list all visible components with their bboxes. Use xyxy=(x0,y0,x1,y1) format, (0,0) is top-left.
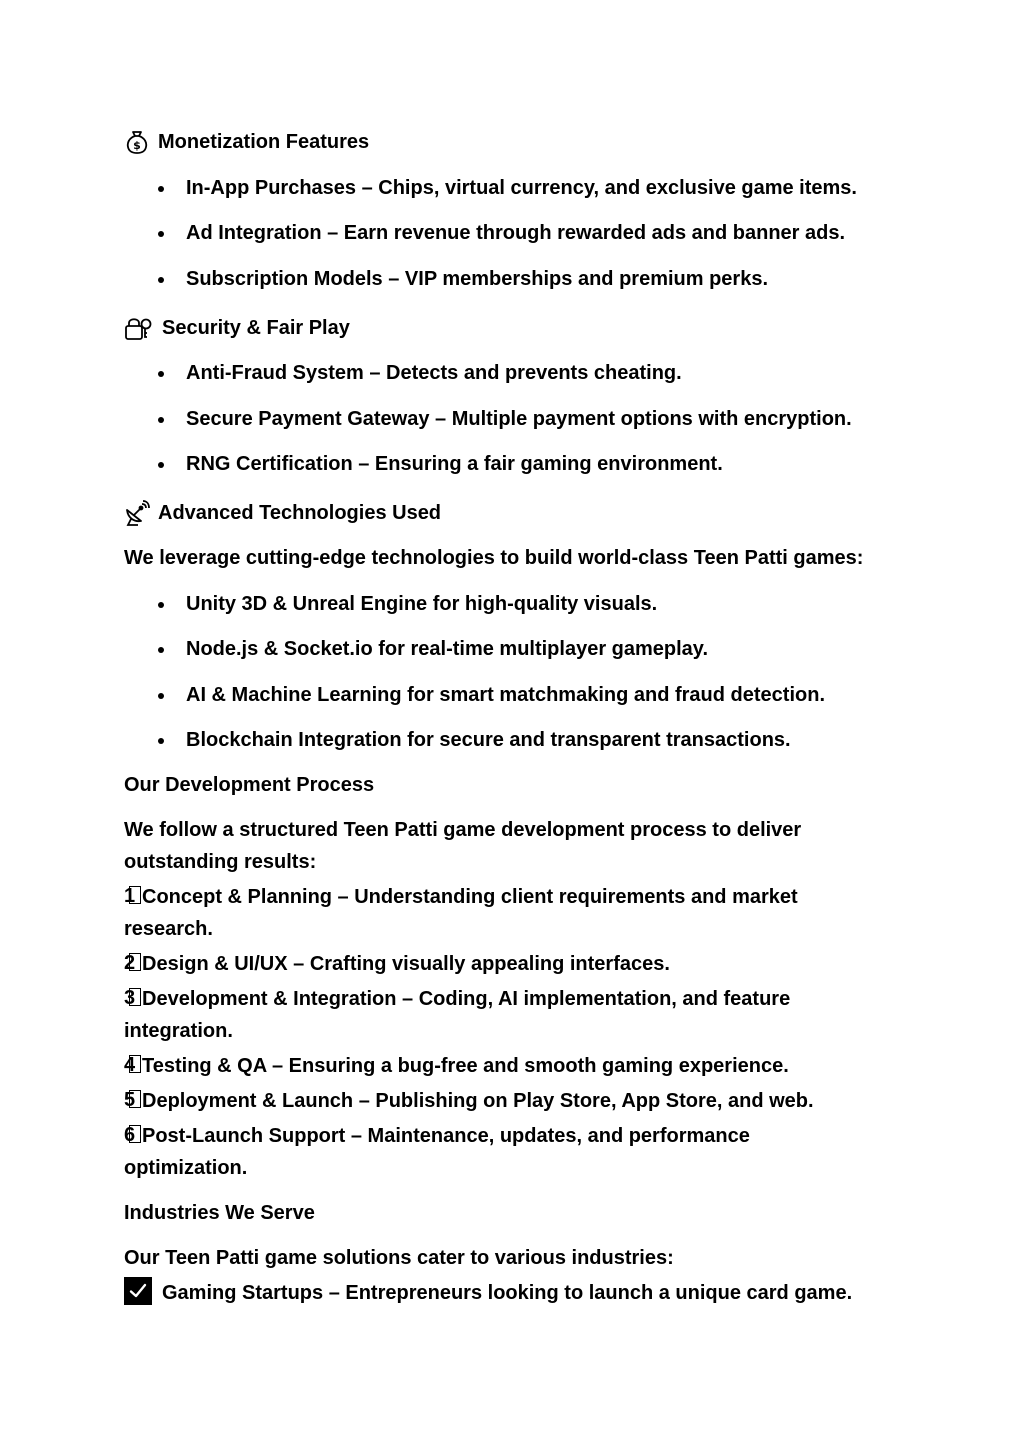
list-item: Node.js & Socket.io for real-time multiplayer gameplay. xyxy=(124,633,914,665)
monetization-title: Monetization Features xyxy=(158,131,370,153)
satellite-dish-icon xyxy=(124,500,150,526)
process-step: 2 Design & UI/UX – Crafting visually appealing interfaces. xyxy=(124,952,670,975)
process-title: Our Development Process xyxy=(124,774,375,796)
technologies-heading xyxy=(124,497,914,529)
list-item: Subscription Models – VIP memberships and premium perks. xyxy=(124,263,914,295)
industries-item-text: Gaming Startups – Entrepreneurs looking to launch a unique card game. xyxy=(162,1282,853,1304)
technologies-intro: We leverage cutting-edge technologies to build world-class Teen Patti games: xyxy=(124,547,864,569)
keycap-number-icon: 6 xyxy=(124,1125,142,1145)
list-item: Anti-Fraud System – Detects and prevents cheating. xyxy=(124,357,914,389)
lock-with-key-icon xyxy=(124,315,154,341)
security-heading xyxy=(124,312,914,344)
list-item: RNG Certification – Ensuring a fair gaming environment. xyxy=(124,448,914,480)
keycap-number-icon: 1 xyxy=(124,886,142,906)
list-item: AI & Machine Learning for smart matchmaking and fraud detection. xyxy=(124,679,914,711)
industries-intro: Our Teen Patti game solutions cater to various industries: xyxy=(124,1247,674,1269)
keycap-number-icon: 3 xyxy=(124,988,142,1008)
process-step: 6 Post-Launch Support – Maintenance, updates, and performance optimization. xyxy=(124,1124,750,1179)
list-item: Secure Payment Gateway – Multiple payment options with encryption. xyxy=(124,403,914,435)
industries-title: Industries We Serve xyxy=(124,1202,315,1224)
money-bag-icon xyxy=(124,129,150,155)
process-step: 4 Testing & QA – Ensuring a bug-free and smooth gaming experience. xyxy=(124,1054,789,1077)
keycap-number-icon: 4 xyxy=(124,1055,142,1075)
check-mark-box-icon xyxy=(124,1277,152,1305)
process-step: 5 Deployment & Launch – Publishing on Play Store, App Store, and web. xyxy=(124,1089,814,1112)
technologies-title: Advanced Technologies Used xyxy=(158,502,442,524)
monetization-list xyxy=(124,172,914,295)
svg-text:$: $ xyxy=(133,139,141,152)
process-step: 3 Development & Integration – Coding, AI implementation, and feature integration. xyxy=(124,987,791,1042)
list-item: Unity 3D & Unreal Engine for high-quality visuals. xyxy=(124,588,914,620)
process-intro-line2: outstanding results: xyxy=(124,851,317,873)
keycap-number-icon: 5 xyxy=(124,1090,142,1110)
monetization-heading xyxy=(124,126,914,158)
process-intro-line1: We follow a structured Teen Patti game development process to deliver xyxy=(124,819,802,841)
security-title: Security & Fair Play xyxy=(162,316,350,339)
list-item: Blockchain Integration for secure and transparent transactions. xyxy=(124,724,914,756)
list-item: In-App Purchases – Chips, virtual currency, and exclusive game items. xyxy=(124,172,914,204)
process-step: 1 Concept & Planning – Understanding client requirements and market research. xyxy=(124,885,798,940)
document-page xyxy=(124,126,914,1309)
technologies-list xyxy=(124,588,914,757)
keycap-number-icon: 2 xyxy=(124,953,142,973)
list-item: Ad Integration – Earn revenue through rewarded ads and banner ads. xyxy=(124,217,914,249)
security-list xyxy=(124,357,914,480)
industries-item xyxy=(124,1277,914,1309)
